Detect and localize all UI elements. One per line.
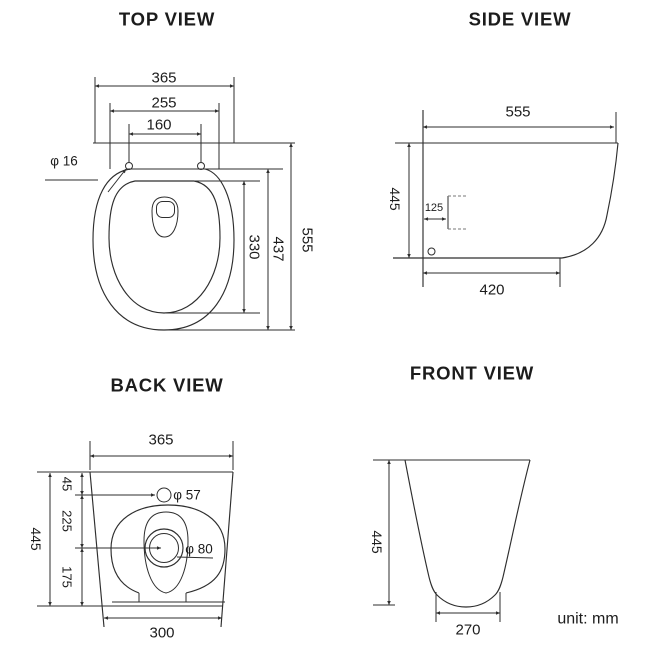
- top-view: [45, 9, 316, 331]
- dim-label-back-height: 445: [28, 527, 44, 551]
- top-view-outer-outline: [93, 169, 234, 330]
- top-view-flush-outlet-inner: [157, 202, 175, 218]
- dim-label-outlet-height: 175: [59, 566, 75, 588]
- phi57-label: φ 57: [173, 487, 201, 503]
- dim-label-base-width-back: 300: [149, 624, 175, 642]
- phi80-label: φ 80: [185, 541, 213, 557]
- top-view-title: TOP VIEW: [118, 8, 216, 30]
- mount-hole-left-circle: [126, 163, 133, 170]
- side-view-title: SIDE VIEW: [468, 8, 572, 30]
- side-view: [387, 9, 618, 299]
- dim-label-side-depth: 555: [505, 103, 531, 121]
- dim-label-side-height: 445: [387, 187, 403, 211]
- dim-label-bowl-length: 330: [245, 234, 263, 260]
- front-view: [369, 363, 534, 639]
- dim-label-overall-depth: 555: [298, 227, 316, 253]
- top-view-rim-outline: [109, 181, 220, 313]
- dim-label-front-height: 445: [369, 530, 385, 554]
- dim-label-inlet-to-outlet: 225: [59, 510, 75, 532]
- dim-label-inlet-setback: 125: [424, 202, 444, 214]
- front-view-outline: [405, 460, 530, 607]
- phi80-leader-tail: [177, 557, 213, 558]
- front-view-title: FRONT VIEW: [409, 362, 535, 384]
- back-view-right-edge: [221, 472, 233, 627]
- dim-label-seat-width: 255: [151, 94, 177, 112]
- unit-note: unit: mm: [557, 610, 619, 628]
- side-view-front-curve: [562, 143, 618, 258]
- inlet-hole-circle: [157, 488, 171, 502]
- back-view-title: BACK VIEW: [110, 374, 224, 396]
- dim-label-rim-length: 437: [269, 236, 287, 262]
- dim-label-back-width: 365: [148, 431, 174, 449]
- phi16-label: φ 16: [50, 153, 78, 169]
- phi16-leader-arrow: [108, 169, 126, 192]
- dim-label-base-depth: 420: [479, 281, 505, 299]
- mount-hole-right-circle: [198, 163, 205, 170]
- dim-label-overall-width: 365: [151, 69, 177, 87]
- back-view: [28, 375, 233, 642]
- dim-label-inlet-drop: 45: [59, 476, 75, 492]
- dim-label-front-base-width: 270: [455, 621, 481, 639]
- dim-label-hole-spacing: 160: [146, 116, 172, 134]
- side-view-outlet-circle: [428, 248, 435, 255]
